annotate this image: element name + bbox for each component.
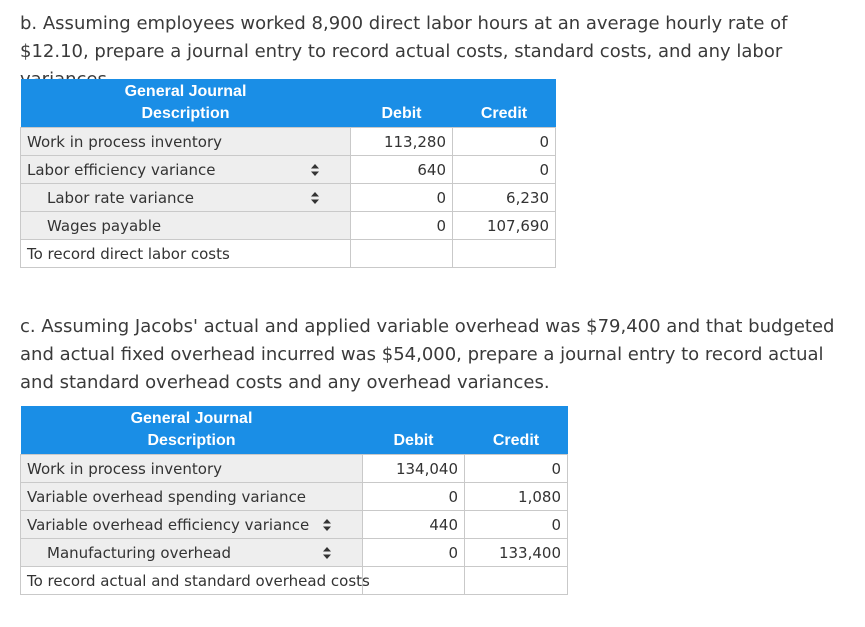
credit-input[interactable]: 0 <box>453 128 556 156</box>
account-select[interactable]: Work in process inventory <box>21 455 363 483</box>
journal-title: General Journal <box>21 79 351 101</box>
debit-header: Debit <box>351 101 453 128</box>
journal-row <box>21 184 556 212</box>
credit-input[interactable]: 0 <box>465 511 568 539</box>
debit-input[interactable]: 640 <box>351 156 453 184</box>
journal-row <box>21 483 568 511</box>
description-header: Description <box>21 428 363 455</box>
memo-row <box>21 567 568 595</box>
journal-row <box>21 455 568 483</box>
account-select[interactable]: Manufacturing overhead <box>21 539 363 567</box>
journal-row <box>21 212 556 240</box>
debit-input[interactable]: 113,280 <box>351 128 453 156</box>
up-down-arrows-icon <box>310 163 320 177</box>
credit-header: Credit <box>453 101 556 128</box>
credit-input[interactable]: 107,690 <box>453 212 556 240</box>
credit-input[interactable]: 0 <box>453 156 556 184</box>
general-journal-table-b <box>20 79 556 268</box>
debit-input[interactable]: 0 <box>363 483 465 511</box>
debit-input[interactable]: 134,040 <box>363 455 465 483</box>
account-select[interactable]: Wages payable <box>21 212 351 240</box>
journal-memo: To record actual and standard overhead costs <box>21 567 363 595</box>
up-down-arrows-icon <box>322 518 332 532</box>
question-part-b: b. Assuming employees worked 8,900 direct labor hours at an average hourly rate of $12.10, prepare a journal entry to record actual costs, standard costs, and any labor <box>20 13 788 62</box>
journal-row <box>21 511 568 539</box>
account-select[interactable]: Variable overhead efficiency variance <box>21 511 363 539</box>
credit-input[interactable]: 0 <box>465 455 568 483</box>
general-journal-table-c <box>20 406 568 595</box>
journal-row <box>21 539 568 567</box>
credit-input[interactable]: 6,230 <box>453 184 556 212</box>
journal-row <box>21 128 556 156</box>
memo-row <box>21 240 556 268</box>
account-select[interactable]: Labor efficiency variance <box>21 156 351 184</box>
debit-input[interactable]: 0 <box>351 184 453 212</box>
up-down-arrows-icon <box>322 546 332 560</box>
credit-input[interactable]: 133,400 <box>465 539 568 567</box>
up-down-arrows-icon <box>310 191 320 205</box>
debit-input[interactable]: 440 <box>363 511 465 539</box>
account-select[interactable]: Variable overhead spending variance <box>21 483 363 511</box>
account-select[interactable]: Labor rate variance <box>21 184 351 212</box>
question-part-c: c. Assuming Jacobs' actual and applied variable overhead was $79,400 and that budgeted and actual fixed overhead incurred was $54,000, prepare a journal entry to record actual and standard overhead costs and any overhead variances. <box>20 316 835 393</box>
account-select[interactable]: Work in process inventory <box>21 128 351 156</box>
debit-input[interactable]: 0 <box>351 212 453 240</box>
description-header: Description <box>21 101 351 128</box>
journal-row <box>21 156 556 184</box>
debit-header: Debit <box>363 428 465 455</box>
journal-memo: To record direct labor costs <box>21 240 351 268</box>
credit-header: Credit <box>465 428 568 455</box>
credit-input[interactable]: 1,080 <box>465 483 568 511</box>
debit-input[interactable]: 0 <box>363 539 465 567</box>
journal-title: General Journal <box>21 406 363 428</box>
